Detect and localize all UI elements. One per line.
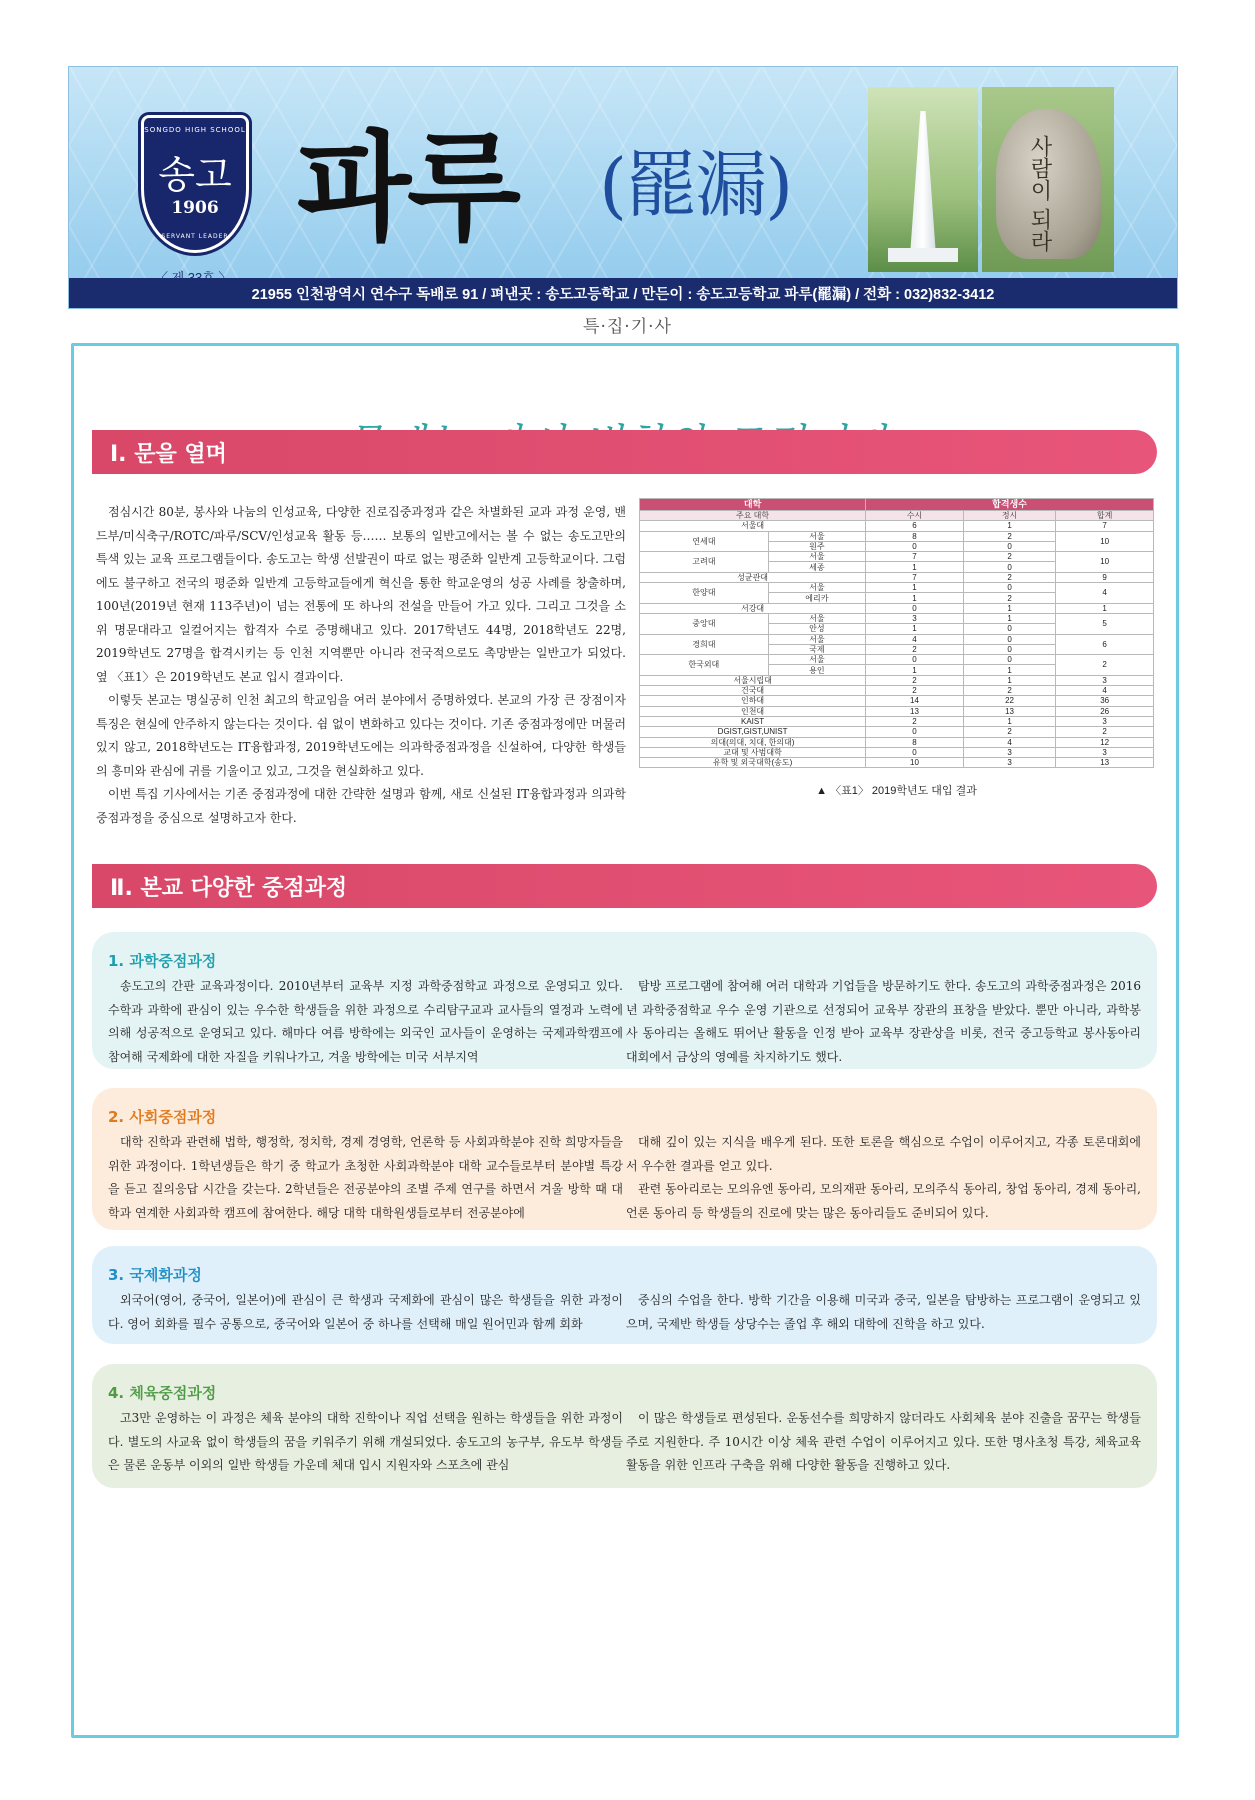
- table-subheader-susi: 수시: [866, 511, 964, 521]
- table-cell: 세종: [768, 562, 865, 572]
- table-cell: 0: [963, 655, 1056, 665]
- course-text-right: 이 많은 학생들로 편성된다. 운동선수를 희망하지 않더라도 사회체육 분야 진출을 꿈꾸는 학생들주로 지원한다. 주 10시간 이상 체육 관련 수업이 이루어지고 있다. 또한 명사초청 특강, 체육교육 활동을 위한 인프라 구축을 위해 다양한 활동을 진행하고 있다.: [626, 1411, 1141, 1472]
- table-cell: 3: [963, 758, 1056, 768]
- table-cell: 10: [866, 758, 964, 768]
- table-cell: 7: [1056, 521, 1154, 531]
- course-text-left: 송도고의 간판 교육과정이다. 2010년부터 교육부 지정 과학중점학교 과정으로 운영되고 있다. 수학과 과학에 관심이 있는 우수한 학생들을 위한 과정으로 수리탐구교과 교사들의 열정과 노력에 의해 성공적으로 운영되고 있다. 해마다 여름 방학에는 외국인 교사들이 운영하는 국제과학캠프에 참여해 국제화에 대한 자질을 키워나가고, 겨울 방학에는 미국 서부지역: [108, 979, 623, 1064]
- table-cell: 안성: [768, 624, 865, 634]
- table-cell: 2: [963, 686, 1056, 696]
- table-cell: 0: [866, 727, 964, 737]
- table-cell: 5: [1056, 613, 1154, 634]
- table-cell: 성균관대: [640, 572, 866, 582]
- course-box-science: [92, 932, 1157, 1069]
- table-cell: 경희대: [640, 634, 769, 655]
- table-cell: 서강대: [640, 603, 866, 613]
- newspaper-title-hanja: (罷漏): [599, 143, 792, 227]
- table-row: [640, 552, 1154, 562]
- table-row: [640, 531, 1154, 541]
- table-row: [640, 521, 1154, 531]
- feature-label: 특·집·기·사: [583, 317, 672, 337]
- table-row: [640, 583, 1154, 593]
- table-cell: 12: [1056, 737, 1154, 747]
- intro-paragraph: 점심시간 80분, 봉사와 나눔의 인성교육, 다양한 진로집중과정과 같은 차별화된 교과 과정 운영, 밴드부/미식축구/ROTC/파루/SCV/인성교육 활동 등…… 보통의 일반고에서는 볼 수 없는 송도고만의 특색 있는 교육 프로그램들이다. 송도고는 학생 선발권이 따로 없는 평준화 일반계 고등학교이다. 그럼에도 불구하고 전국의 평준화 일반계 고등학교들에게 혁신을 통한 학교운영의 성공 사례를 창출하며, 100년(2019년 현재 113주년)이 넘는 전통에 또 하나의 전설을 만들어 가고 있다. 그리고 그것을 소위 명문대라고 일컬어지는 합격자 수로 증명해내고 있다. 2017학년도 44명, 2018학년도 22명, 2019학년도 27명을 합격시키는 등 인천 지역뿐만 아니라 전국적으로도 촉망받는 일반고가 되었다. 옆 〈표1〉은 2019학년도 본교 입시 결과이다.: [96, 505, 626, 684]
- table-row: [640, 696, 1154, 706]
- table-cell: 2: [963, 552, 1056, 562]
- admissions-table-block: [639, 498, 1154, 798]
- course-box-international: [92, 1246, 1157, 1344]
- table-cell: 1: [866, 562, 964, 572]
- table-row: [640, 758, 1154, 768]
- intro-text: [96, 501, 626, 830]
- table-cell: DGIST,GIST,UNIST: [640, 727, 866, 737]
- table-cell: 3: [963, 747, 1056, 757]
- table-cell: 0: [963, 562, 1056, 572]
- table-cell: 한국외대: [640, 655, 769, 676]
- table-row: [640, 613, 1154, 623]
- table-cell: 서울시립대: [640, 675, 866, 685]
- course-text-right: 탐방 프로그램에 참여해 여러 대학과 기업들을 방문하기도 한다. 송도고의 과학중점과정은 2016년 과학중점학교 우수 운영 기관으로 선정되어 교육부 장관의 표창을 받았다. 뿐만 아니라, 과학봉사 동아리는 올해도 뛰어난 활동을 인정 받아 교육부 장관상을 비롯, 전국 중고등학교 봉사동아리 대회에서 금상의 영예를 차지하기도 했다.: [626, 979, 1141, 1064]
- table-cell: 8: [866, 531, 964, 541]
- table-cell: 2: [963, 531, 1056, 541]
- table-cell: 서울: [768, 634, 865, 644]
- table-cell: 1: [866, 593, 964, 603]
- table-cell: 22: [963, 696, 1056, 706]
- table-header-university: 대학: [640, 499, 866, 511]
- table-cell: 0: [963, 644, 1056, 654]
- monument-shape: [910, 111, 936, 256]
- crest-emblem: 송고: [158, 153, 232, 197]
- table-cell: 2: [963, 593, 1056, 603]
- table-cell: 서울: [768, 583, 865, 593]
- table-cell: 14: [866, 696, 964, 706]
- table-cell: 1: [963, 675, 1056, 685]
- course-text-right: 관련 동아리로는 모의유엔 동아리, 모의재판 동아리, 모의주식 동아리, 창업 동아리, 경제 동아리, 언론 동아리 등 학생들의 진로에 맞는 많은 동아리들도 준비되어 있다.: [626, 1182, 1141, 1220]
- table-row: [640, 706, 1154, 716]
- table-cell: 2: [1056, 655, 1154, 676]
- table-cell: 1: [866, 665, 964, 675]
- table-cell: 13: [866, 706, 964, 716]
- crest-year: 1906: [171, 198, 219, 218]
- table-cell: 3: [866, 613, 964, 623]
- table-cell: 1: [963, 521, 1056, 531]
- table-cell: 유학 및 외국대학(송도): [640, 758, 866, 768]
- table-cell: 1: [963, 665, 1056, 675]
- course-text-left: 대학 진학과 관련해 법학, 행정학, 정치학, 경제 경영학, 언론학 등 사회과학분야 진학 희망자들을 위한 과정이다. 1학년생들은 학기 중 학교가 초청한 사회과학분야 대학 교수들로부터 분야별 특강을 듣고 질의응답 시간을 갖는다. 2학년들은 전공분야의 조별 주제 연구를 하면서 겨울 방학 때 대학과 연계한 사회과학 캠프에 참여한다. 해당 대학 대학원생들로부터 전공분야에: [108, 1135, 623, 1220]
- intro-paragraph: 이번 특집 기사에서는 기존 중점과정에 대한 간략한 설명과 함께, 새로 신설된 IT융합과정과 의과학중점과정을 중심으로 설명하고자 한다.: [96, 787, 626, 825]
- table-cell: 1: [866, 624, 964, 634]
- table-cell: 26: [1056, 706, 1154, 716]
- table-cell: 1: [963, 603, 1056, 613]
- table-subheader-major: 주요 대학: [640, 511, 866, 521]
- table-cell: 서울: [768, 613, 865, 623]
- table-cell: 0: [866, 541, 964, 551]
- table-cell: 인하대: [640, 696, 866, 706]
- newspaper-title: 파루: [297, 119, 517, 257]
- school-crest-logo: [141, 115, 249, 253]
- course-title: 1. 과학중점과정: [108, 952, 217, 970]
- table-subheader-jeongsi: 정시: [963, 511, 1056, 521]
- course-box-pe: [92, 1364, 1157, 1488]
- table-cell: 6: [1056, 634, 1154, 655]
- table-cell: 10: [1056, 531, 1154, 552]
- table-cell: 중앙대: [640, 613, 769, 634]
- table-cell: 4: [963, 737, 1056, 747]
- table-cell: 1: [963, 613, 1056, 623]
- table-cell: 2: [1056, 727, 1154, 737]
- table-cell: 2: [866, 644, 964, 654]
- table-cell: 서울대: [640, 521, 866, 531]
- table-row: [640, 716, 1154, 726]
- table-row: [640, 634, 1154, 644]
- table-cell: 국제: [768, 644, 865, 654]
- table-cell: 서울: [768, 655, 865, 665]
- table-cell: 건국대: [640, 686, 866, 696]
- table-cell: 한양대: [640, 583, 769, 604]
- masthead: [68, 66, 1178, 309]
- rock-inscription-photo: [982, 87, 1114, 272]
- course-text-left: 고3만 운영하는 이 과정은 체육 분야의 대학 진학이나 직업 선택을 원하는 학생들을 위한 과정이다. 별도의 사교육 없이 학생들의 꿈을 키워주기 위해 개설되었다. 송도고의 농구부, 유도부 학생들은 물론 운동부 이외의 일반 학생들 가운데 체대 입시 지원자와 스포츠에 관심: [108, 1411, 623, 1472]
- table-cell: 1: [1056, 603, 1154, 613]
- table-cell: 13: [963, 706, 1056, 716]
- monument-photo: [868, 87, 978, 272]
- table-cell: 4: [866, 634, 964, 644]
- table-cell: 용인: [768, 665, 865, 675]
- table-cell: 0: [963, 541, 1056, 551]
- table-cell: 원주: [768, 541, 865, 551]
- table-cell: 2: [866, 686, 964, 696]
- table-body: [640, 521, 1154, 768]
- table-cell: 0: [963, 624, 1056, 634]
- table-cell: 0: [963, 583, 1056, 593]
- table-cell: KAIST: [640, 716, 866, 726]
- table-cell: 교대 및 사범대학: [640, 747, 866, 757]
- table-cell: 2: [963, 572, 1056, 582]
- table-row: [640, 686, 1154, 696]
- table-row: [640, 747, 1154, 757]
- table-cell: 4: [1056, 686, 1154, 696]
- table-cell: 에리카: [768, 593, 865, 603]
- table-cell: 3: [1056, 747, 1154, 757]
- table-cell: 인천대: [640, 706, 866, 716]
- table-cell: 2: [866, 716, 964, 726]
- course-box-social: [92, 1088, 1157, 1230]
- section-header-intro: Ⅰ. 문을 열며: [92, 430, 1157, 474]
- table-cell: 13: [1056, 758, 1154, 768]
- table-row: [640, 655, 1154, 665]
- table-cell: 36: [1056, 696, 1154, 706]
- table-cell: 2: [866, 675, 964, 685]
- table-cell: 1: [866, 583, 964, 593]
- course-title: 4. 체육중점과정: [108, 1384, 217, 1402]
- table-cell: 4: [1056, 583, 1154, 604]
- course-title: 2. 사회중점과정: [108, 1108, 217, 1126]
- crest-ring-text: SONGDO HIGH SCHOOL: [144, 126, 246, 134]
- table-subheader-total: 합계: [1056, 511, 1154, 521]
- course-text-right: 중심의 수업을 한다. 방학 기간을 이용해 미국과 중국, 일본을 탐방하는 프로그램이 운영되고 있으며, 국제반 학생들 상당수는 졸업 후 해외 대학에 진학을 하고 있다.: [626, 1293, 1141, 1331]
- table-header-admitted: 합격생수: [866, 499, 1154, 511]
- course-title: 3. 국제화과정: [108, 1266, 202, 1284]
- table-cell: 0: [866, 603, 964, 613]
- section-header-courses: Ⅱ. 본교 다양한 중점과정: [92, 864, 1157, 908]
- table-cell: 7: [866, 552, 964, 562]
- table-row: [640, 603, 1154, 613]
- table-cell: 0: [963, 634, 1056, 644]
- table-cell: 서울: [768, 552, 865, 562]
- rock-inscription: 사람이 되라: [1027, 135, 1052, 252]
- table-cell: 의대(의대, 치대, 한의대): [640, 737, 866, 747]
- table-cell: 3: [1056, 716, 1154, 726]
- feature-article-frame: [71, 343, 1179, 1738]
- table-cell: 0: [866, 747, 964, 757]
- table-cell: 6: [866, 521, 964, 531]
- admissions-table: [639, 498, 1154, 768]
- course-text-left: 외국어(영어, 중국어, 일본어)에 관심이 큰 학생과 국제화에 관심이 많은 학생들을 위한 과정이다. 영어 회화를 필수 공통으로, 중국어와 일본어 중 하나를 선택해 매일 원어민과 함께 회화: [108, 1293, 623, 1331]
- table-row: [640, 572, 1154, 582]
- table-cell: 9: [1056, 572, 1154, 582]
- address-bar: 21955 인천광역시 연수구 독배로 91 / 펴낸곳 : 송도고등학교 / 만든이 : 송도고등학교 파루(罷漏) / 전화 : 032)832-3412: [69, 278, 1177, 308]
- table-caption: ▲ 〈표1〉 2019학년도 대입 결과: [816, 785, 977, 798]
- table-cell: 연세대: [640, 531, 769, 552]
- table-cell: 10: [1056, 552, 1154, 573]
- table-cell: 1: [963, 716, 1056, 726]
- monument-base: [888, 248, 958, 262]
- table-cell: 0: [866, 655, 964, 665]
- table-cell: 2: [963, 727, 1056, 737]
- table-cell: 3: [1056, 675, 1154, 685]
- crest-motto: SERVANT LEADER: [161, 233, 229, 240]
- course-text-right: 대해 깊이 있는 지식을 배우게 된다. 또한 토론을 핵심으로 수업이 이루어지고, 각종 토론대회에서 우수한 결과를 얻고 있다.: [626, 1135, 1141, 1173]
- table-cell: 고려대: [640, 552, 769, 573]
- table-cell: 서울: [768, 531, 865, 541]
- table-row: [640, 737, 1154, 747]
- table-cell: 8: [866, 737, 964, 747]
- table-row: [640, 727, 1154, 737]
- table-cell: 7: [866, 572, 964, 582]
- intro-paragraph: 이렇듯 본교는 명실공히 인천 최고의 학교임을 여러 분야에서 증명하였다. 본교의 가장 큰 장점이자 특징은 현실에 안주하지 않는다는 것이다. 쉼 없이 변화하고 있다는 것이다. 기존 중점과정에만 머물러 있지 않고, 2018학년도는 IT융합과정, 2019학년도에는 의과학중점과정을 신설하여, 다양한 학생들의 흥미와 관심에 귀를 기울이고 있고, 그것을 현실화하고 있다.: [96, 693, 626, 778]
- table-row: [640, 675, 1154, 685]
